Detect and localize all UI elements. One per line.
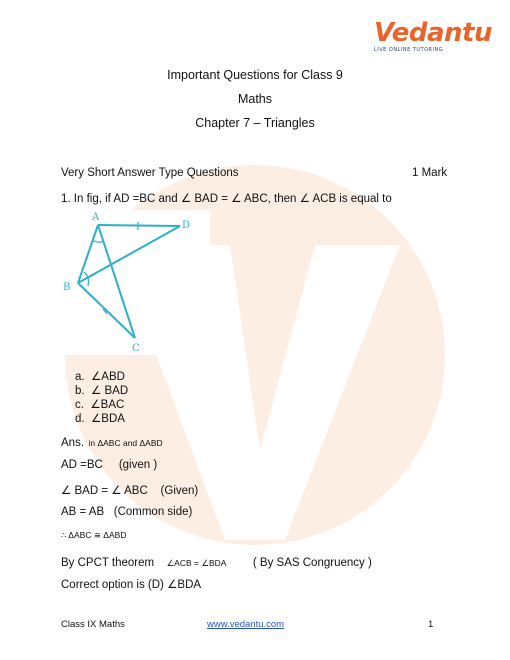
question-text: 1. In fig, if AD =BC and ∠ BAD = ∠ ABC, then ∠ ACB is equal to — [61, 193, 392, 205]
option-d — [75, 411, 128, 425]
cpct-reason: ( By SAS Congruency ) — [252, 557, 372, 569]
subject-title: Maths — [237, 92, 273, 106]
option-letter: a. — [75, 371, 85, 383]
option-text: ∠ BAD — [90, 385, 129, 397]
option-letter: c. — [75, 399, 84, 411]
answer-line-3: AB = AB (Common side) — [61, 506, 193, 518]
footer-website-link[interactable]: www.vedantu.com — [207, 619, 285, 630]
correct-option: Correct option is (D) ∠BDA — [61, 579, 202, 591]
triangle-figure — [60, 210, 210, 355]
section-title: Very Short Answer Type Questions — [61, 167, 239, 179]
option-letter: b. — [75, 385, 85, 397]
option-a — [75, 369, 128, 383]
option-text: ∠ABD — [90, 371, 125, 383]
answer-label: Ans. — [61, 437, 85, 449]
footer-class: Class IX Maths — [61, 619, 125, 630]
section-marks: 1 Mark — [412, 167, 448, 179]
answer-line-1: AD =BC (given ) — [61, 459, 158, 471]
cpct-line — [61, 553, 372, 571]
answer-line-4: ∴ ΔABC ≅ ΔABD — [61, 530, 127, 540]
option-list — [75, 369, 128, 425]
option-b — [75, 383, 128, 397]
chapter-title: Chapter 7 – Triangles — [195, 116, 315, 130]
figure-label-b: B — [63, 282, 71, 293]
vedantu-logo — [374, 18, 492, 60]
option-text: ∠BDA — [90, 413, 125, 425]
figure-label-c: C — [132, 343, 140, 354]
answer-intro-line — [61, 433, 163, 451]
page-number: 1 — [428, 619, 434, 630]
page-title: Important Questions for Class 9 — [167, 68, 343, 82]
option-letter: d. — [75, 413, 85, 425]
cpct-label: By CPCT theorem — [61, 557, 155, 569]
cpct-expression: ∠ACB = ∠BDA — [166, 558, 227, 568]
option-text: ∠BAC — [90, 399, 125, 411]
figure-label-d: D — [182, 220, 191, 231]
figure-label-a: A — [92, 212, 100, 223]
option-c — [75, 397, 128, 411]
logo-wordmark: Vedantu — [374, 18, 492, 48]
logo-tagline: LIVE ONLINE TUTORING — [374, 47, 444, 53]
answer-line-2: ∠ BAD = ∠ ABC (Given) — [61, 485, 199, 497]
answer-intro: in ΔABC and ΔABD — [88, 438, 163, 448]
